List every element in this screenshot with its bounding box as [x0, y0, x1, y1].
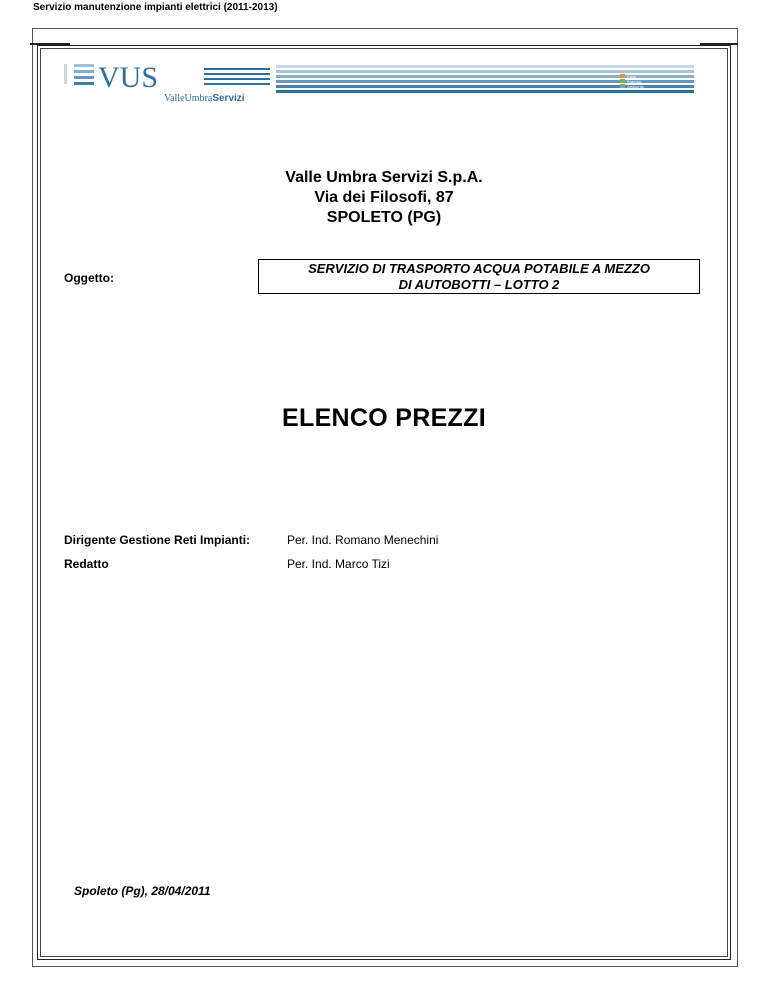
oggetto-line-1: SERVIZIO DI TRASPORTO ACQUA POTABILE A MEZZO [308, 261, 650, 276]
company-name: Valle Umbra Servizi S.p.A. [285, 169, 483, 186]
svg-text:ValleUmbraServizi [164, 93, 245, 104]
signature-label: Redatto [64, 557, 109, 571]
legend-item-2: Energia [627, 79, 641, 84]
company-address-block [0, 168, 768, 228]
company-city: SPOLETO (PG) [326, 209, 442, 226]
logo-tagline-1: ValleUmbra [164, 93, 213, 104]
oggetto-label: Oggetto: [64, 271, 114, 285]
place-date: Spoleto (Pg), 28/04/2011 [74, 884, 211, 898]
oggetto-line-2: DI AUTOBOTTI – LOTTO 2 [398, 277, 560, 292]
vus-logo [64, 60, 276, 104]
signature-label: Dirigente Gestione Reti Impianti: [64, 533, 251, 547]
logo-tagline-2: Servizi [212, 93, 245, 104]
logo-mark: VUS [98, 61, 159, 94]
signature-value: Per. Ind. Romano Menechini [287, 533, 439, 547]
logo-stripe-banner [276, 65, 694, 93]
document-header: Servizio manutenzione impianti elettrici (2011-2013) [33, 2, 278, 13]
oggetto-box [258, 259, 700, 294]
legend-item-3: Ambiente [627, 84, 644, 89]
document-title: ELENCO PREZZI [282, 404, 486, 432]
signature-value: Per. Ind. Marco Tizi [287, 557, 390, 571]
legend-item-1: Ciclo [627, 74, 636, 79]
company-street: Via dei Filosofi, 87 [314, 189, 454, 206]
